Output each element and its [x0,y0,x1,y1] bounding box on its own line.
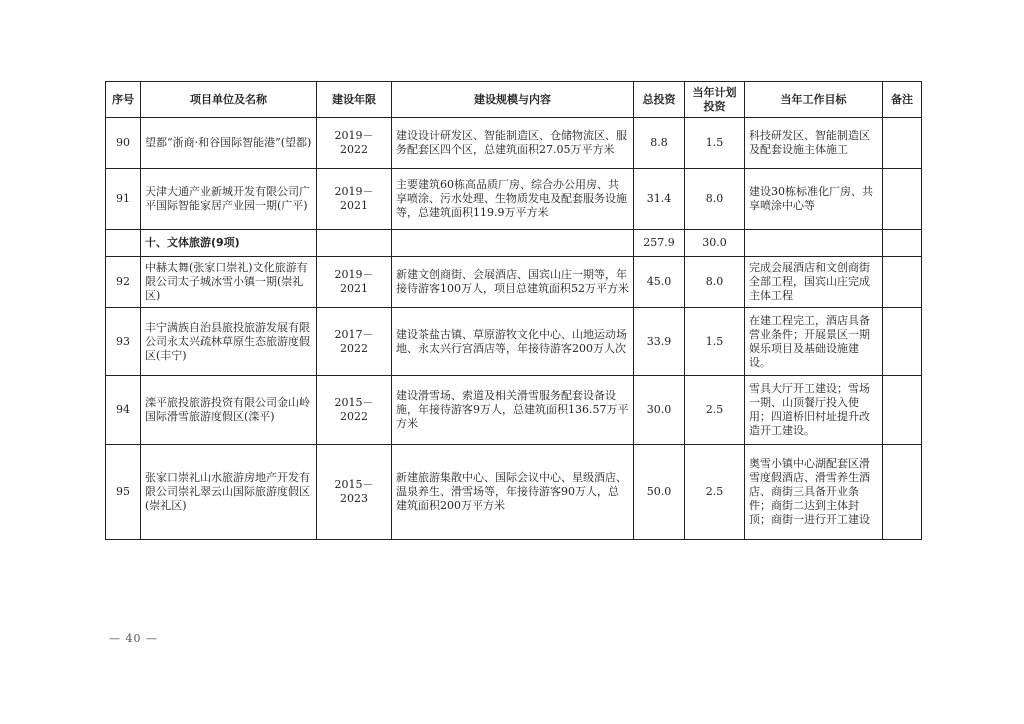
page-number: — 40 — [109,632,158,645]
row-seq: 91 [106,169,141,230]
section-note [883,230,922,257]
project-table [105,81,922,540]
row-content: 新建旅游集散中心、国际会议中心、星级酒店、温泉养生、滑雪场等，年接待游客90万人，总建筑面积200万平方米 [392,445,634,540]
row-seq: 95 [106,445,141,540]
row-annual: 2.5 [685,376,745,445]
row-goal: 科技研发区、智能制造区及配套设施主体施工 [745,118,883,169]
row-seq: 90 [106,118,141,169]
row-annual: 8.0 [685,169,745,230]
row-goal: 建设30栋标准化厂房、共享喷涂中心等 [745,169,883,230]
row-annual: 8.0 [685,257,745,308]
row-total: 31.4 [634,169,685,230]
row-note [883,376,922,445]
section-annual: 30.0 [685,230,745,257]
header-row [106,82,922,118]
row-note [883,169,922,230]
row-content: 主要建筑60栋高品质厂房、综合办公用房、共享喷涂、污水处理、生物质发电及配套服务设施等，总建筑面积119.9万平方米 [392,169,634,230]
header-annual-investment: 当年计划投资 [685,82,745,118]
row-period: 2017－2022 [317,308,392,376]
row-total: 45.0 [634,257,685,308]
row-period: 2019－2021 [317,169,392,230]
section-row [106,230,922,257]
header-period: 建设年限 [317,82,392,118]
row-period: 2015－2023 [317,445,392,540]
section-seq [106,230,141,257]
section-total: 257.9 [634,230,685,257]
table-row [106,445,922,540]
row-annual: 2.5 [685,445,745,540]
row-content: 新建文创商街、会展酒店、国宾山庄一期等，年接待游客100万人，项目总建筑面积52万平方米 [392,257,634,308]
row-note [883,308,922,376]
section-title: 十、文体旅游(9项) [141,230,317,257]
row-period: 2019－2021 [317,257,392,308]
row-goal: 雪具大厅开工建设；雪场一期、山顶餐厅投入使用；四道桥旧村址提升改造开工建设。 [745,376,883,445]
row-goal: 在建工程完工，酒店具备营业条件；开展景区一期娱乐项目及基础设施建设。 [745,308,883,376]
row-goal: 奥雪小镇中心湖配套区滑雪度假酒店、滑雪养生酒店、商街三具备开业条件；商街二达到主体封顶；商街一进行开工建设 [745,445,883,540]
row-note [883,118,922,169]
row-period: 2015－2022 [317,376,392,445]
section-content [392,230,634,257]
row-name: 丰宁满族自治县旅投旅游发展有限公司永太兴疏林草原生态旅游度假区(丰宁) [141,308,317,376]
row-name: 天津大通产业新城开发有限公司广平国际智能家居产业园一期(广平) [141,169,317,230]
row-name: 张家口崇礼山水旅游房地产开发有限公司崇礼翠云山国际旅游度假区(崇礼区) [141,445,317,540]
row-content: 建设茶盐古镇、草原游牧文化中心、山地运动场地、永太兴行宫酒店等，年接待游客200万人次 [392,308,634,376]
header-total-investment: 总投资 [634,82,685,118]
row-seq: 93 [106,308,141,376]
row-name: 望都“浙商·和谷国际智能港”(望都) [141,118,317,169]
row-annual: 1.5 [685,308,745,376]
row-total: 8.8 [634,118,685,169]
row-seq: 92 [106,257,141,308]
row-content: 建设设计研发区、智能制造区、仓储物流区、服务配套区四个区，总建筑面积27.05万平方米 [392,118,634,169]
header-content: 建设规模与内容 [392,82,634,118]
header-seq: 序号 [106,82,141,118]
row-annual: 1.5 [685,118,745,169]
row-name: 滦平旅投旅游投资有限公司金山岭国际滑雪旅游度假区(滦平) [141,376,317,445]
row-seq: 94 [106,376,141,445]
header-annual-goal: 当年工作目标 [745,82,883,118]
row-goal: 完成会展酒店和文创商街全部工程，国宾山庄完成主体工程 [745,257,883,308]
table-row [106,169,922,230]
header-note: 备注 [883,82,922,118]
row-total: 30.0 [634,376,685,445]
section-period [317,230,392,257]
table-row [106,308,922,376]
row-total: 33.9 [634,308,685,376]
row-total: 50.0 [634,445,685,540]
row-period: 2019－2022 [317,118,392,169]
table-row [106,257,922,308]
section-goal [745,230,883,257]
table-row [106,376,922,445]
row-note [883,257,922,308]
table-row [106,118,922,169]
row-content: 建设滑雪场、索道及相关滑雪服务配套设备设施，年接待游客9万人，总建筑面积136.57万平方米 [392,376,634,445]
row-note [883,445,922,540]
header-name: 项目单位及名称 [141,82,317,118]
row-name: 中赫太舞(张家口崇礼)文化旅游有限公司太子城冰雪小镇一期(崇礼区) [141,257,317,308]
